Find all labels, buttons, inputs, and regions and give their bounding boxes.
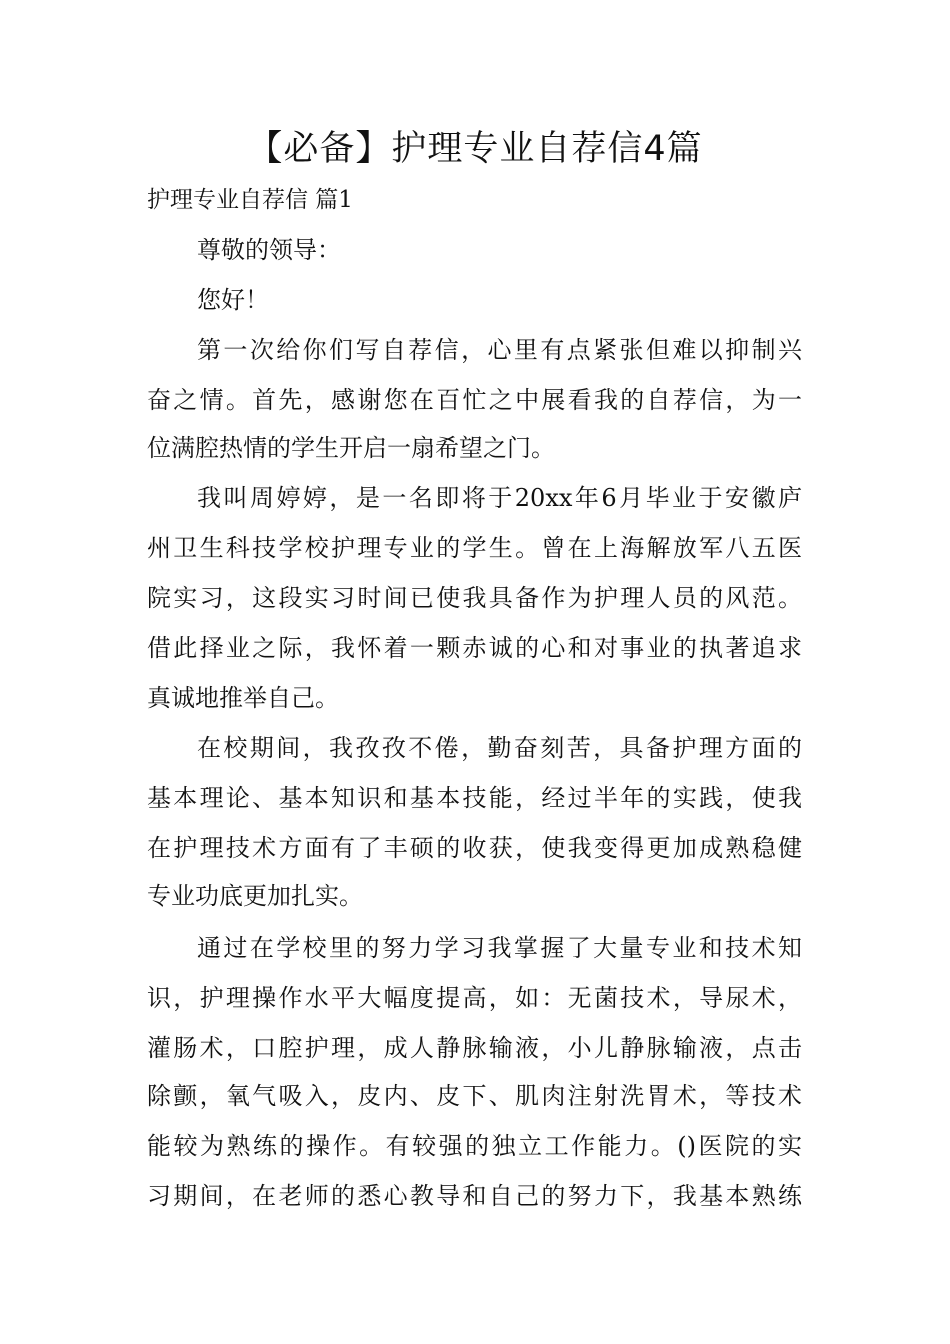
paragraph-line: 州卫生科技学校护理专业的学生。曾在上海解放军八五医 [147, 534, 802, 562]
paragraph-line: 位满腔热情的学生开启一扇希望之门。 [147, 434, 555, 462]
paragraph-line: 真诚地推举自己。 [147, 684, 339, 712]
paragraph-line: 奋之情。首先，感谢您在百忙之中展看我的自荐信，为一 [147, 386, 802, 414]
paragraph-line: 识，护理操作水平大幅度提高，如：无菌技术，导尿术， [147, 984, 802, 1012]
paragraph-line: 基本理论、基本知识和基本技能，经过半年的实践，使我 [147, 784, 802, 812]
paragraph-line: 能较为熟练的操作。有较强的独立工作能力。()医院的实 [147, 1132, 802, 1160]
paragraph-line: 灌肠术，口腔护理，成人静脉输液，小儿静脉输液，点击 [147, 1034, 802, 1062]
paragraph-line: 院实习，这段实习时间已使我具备作为护理人员的风范。 [147, 584, 802, 612]
section-heading: 护理专业自荐信 篇1 [147, 187, 353, 213]
paragraph-line: 习期间，在老师的悉心教导和自己的努力下，我基本熟练 [147, 1182, 802, 1210]
greeting: 您好！ [197, 286, 269, 314]
paragraph-line: 通过在学校里的努力学习我掌握了大量专业和技术知 [197, 934, 802, 962]
paragraph-line: 专业功底更加扎实。 [147, 882, 363, 910]
paragraph-line: 第一次给你们写自荐信，心里有点紧张但难以抑制兴 [197, 336, 802, 364]
paragraph-line: 在护理技术方面有了丰硕的收获，使我变得更加成熟稳健 [147, 834, 802, 862]
salutation: 尊敬的领导： [197, 236, 341, 264]
paragraph-line: 我叫周婷婷，是一名即将于20xx年6月毕业于安徽庐 [197, 484, 802, 512]
document-title: 【必备】护理专业自荐信4篇 [247, 129, 703, 169]
paragraph-line: 在校期间，我孜孜不倦，勤奋刻苦，具备护理方面的 [197, 734, 802, 762]
paragraph-line: 借此择业之际，我怀着一颗赤诚的心和对事业的执著追求 [147, 634, 802, 662]
paragraph-line: 除颤，氧气吸入，皮内、皮下、肌肉注射洗胃术，等技术 [147, 1082, 802, 1110]
